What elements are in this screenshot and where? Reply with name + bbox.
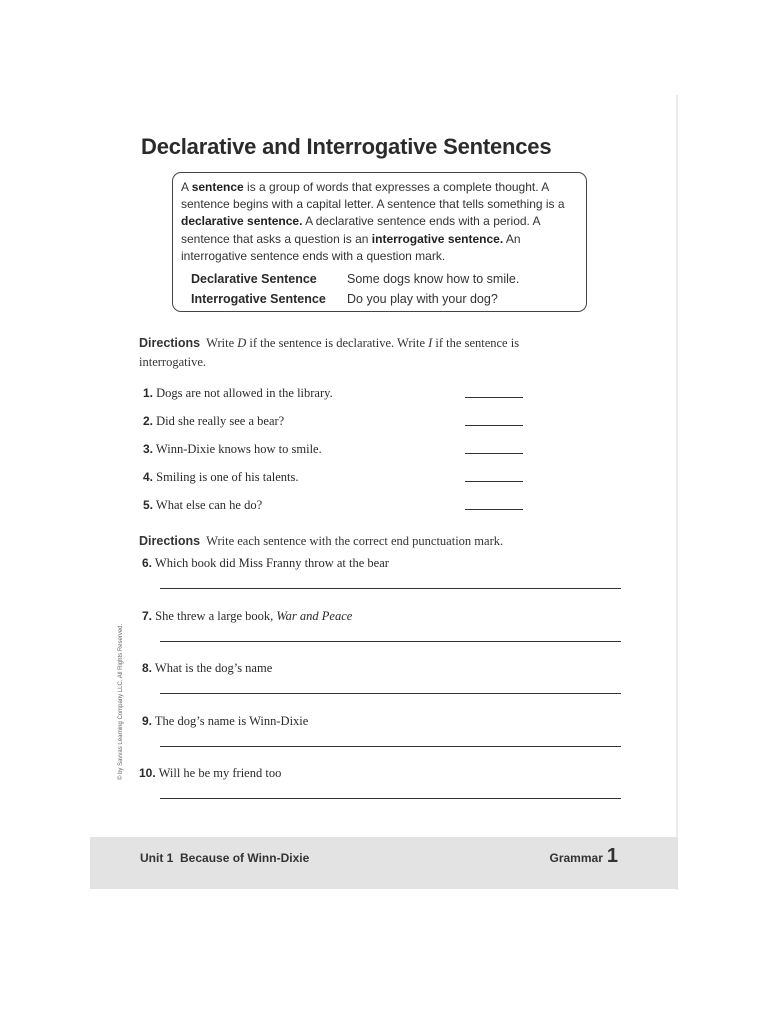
rewrite-prompt: [139, 608, 621, 624]
directions-text: if the sentence is declarative. Write: [246, 336, 429, 350]
rewrite-text: Which book did Miss Franny throw at the bear: [154, 556, 389, 570]
rewrite-number: 6.: [142, 556, 153, 570]
answer-blank[interactable]: [465, 481, 523, 482]
page-title: Declarative and Interrogative Sentences: [141, 134, 552, 159]
question-number: 1.: [143, 386, 154, 400]
answer-line[interactable]: [160, 588, 621, 589]
rewrite-text: She threw a large book,: [155, 608, 277, 623]
question-number: 4.: [143, 470, 154, 484]
directions-2: [139, 532, 569, 551]
rewrite-text: The dog’s name is Winn-Dixie: [154, 713, 309, 728]
directions-text: Write: [206, 336, 238, 350]
directions-1: [139, 334, 569, 372]
rewrite-item: [139, 713, 621, 766]
rewrite-list: [139, 555, 621, 818]
answer-blank[interactable]: [465, 397, 523, 398]
rewrite-item: [139, 555, 621, 608]
question-number: 2.: [143, 414, 154, 428]
answer-blank[interactable]: [465, 509, 523, 510]
rewrite-item: [139, 660, 621, 713]
rewrite-prompt: [139, 713, 621, 729]
question-text: What else can he do?: [155, 498, 263, 512]
rewrite-item: [139, 608, 621, 661]
footer-subject-label: Grammar: [549, 851, 603, 865]
question-text: Winn-Dixie knows how to smile.: [155, 442, 322, 456]
question-number: 3.: [143, 442, 154, 456]
rule-text-part: An interrogative sentence ends with a question mark.: [181, 231, 521, 263]
question-number: 5.: [143, 498, 154, 512]
question-text: Smiling is one of his talents.: [156, 470, 299, 484]
example-text: Some dogs know how to smile.: [347, 272, 520, 287]
footer-subject: [550, 845, 619, 868]
rule-term-sentence: sentence: [191, 180, 244, 194]
question-item: [143, 469, 543, 497]
footer-unit-label: Unit 1: [140, 851, 174, 865]
question-text: Did she really see a bear?: [156, 414, 285, 428]
rewrite-item: [139, 765, 621, 818]
directions-label: Directions: [139, 336, 201, 350]
page-edge-shade: [676, 95, 678, 890]
question-text: Dogs are not allowed in the library.: [156, 386, 333, 400]
answer-line[interactable]: [160, 641, 621, 642]
rewrite-number: 7.: [142, 608, 153, 623]
rewrite-number: 8.: [142, 661, 153, 675]
question-item: [143, 441, 543, 469]
rule-term-interrogative: interrogative sentence.: [371, 231, 504, 246]
directions-letter-i: I: [428, 336, 433, 350]
rewrite-prompt: [139, 765, 621, 781]
answer-blank[interactable]: [465, 453, 523, 454]
directions-label: Directions: [139, 534, 201, 548]
rule-text-part: is a group of words that expresses a complete thought. A sentence begins with a capital letter. A sentence that tells something is a: [181, 180, 565, 212]
answer-blank[interactable]: [465, 425, 523, 426]
rewrite-italic: War and Peace: [276, 608, 353, 623]
page-footer: [90, 837, 678, 889]
answer-line[interactable]: [160, 693, 621, 694]
rewrite-number: 9.: [142, 713, 153, 728]
rule-box: [172, 172, 587, 312]
example-type: Declarative Sentence: [191, 272, 317, 287]
rewrite-prompt: [139, 660, 621, 676]
rule-text-part: A: [181, 180, 192, 194]
example-text: Do you play with your dog?: [347, 292, 498, 307]
example-table: [181, 269, 578, 309]
rewrite-prompt: [139, 555, 621, 571]
question-item: [143, 385, 543, 413]
directions-letter-d: D: [237, 336, 247, 350]
rule-text-part: A declarative sentence ends with a period. A sentence that asks a question is an: [181, 214, 540, 246]
rule-term-declarative: declarative sentence.: [181, 214, 303, 229]
rule-text: [181, 179, 578, 265]
rewrite-text: What is the dog’s name: [154, 661, 273, 675]
footer-unit: [140, 851, 309, 865]
directions-text: if the sentence is interrogative.: [139, 336, 520, 369]
rewrite-text: Will he be my friend too: [158, 766, 282, 780]
example-type: Interrogative Sentence: [191, 292, 326, 307]
footer-story-title: Because of Winn-Dixie: [180, 851, 310, 865]
copyright-notice: © by Savvas Learning Company LLC. All Rights Reserved.: [118, 623, 124, 780]
question-item: [143, 413, 543, 441]
example-row: [181, 289, 578, 309]
question-item: [143, 497, 543, 525]
directions-text: Write each sentence with the correct end punctuation mark.: [206, 534, 504, 548]
example-row: [181, 269, 578, 289]
page-number: 1: [606, 845, 618, 867]
rewrite-number: 10.: [139, 766, 156, 780]
answer-line[interactable]: [160, 798, 621, 799]
answer-line[interactable]: [160, 746, 621, 747]
question-list: [143, 385, 543, 525]
